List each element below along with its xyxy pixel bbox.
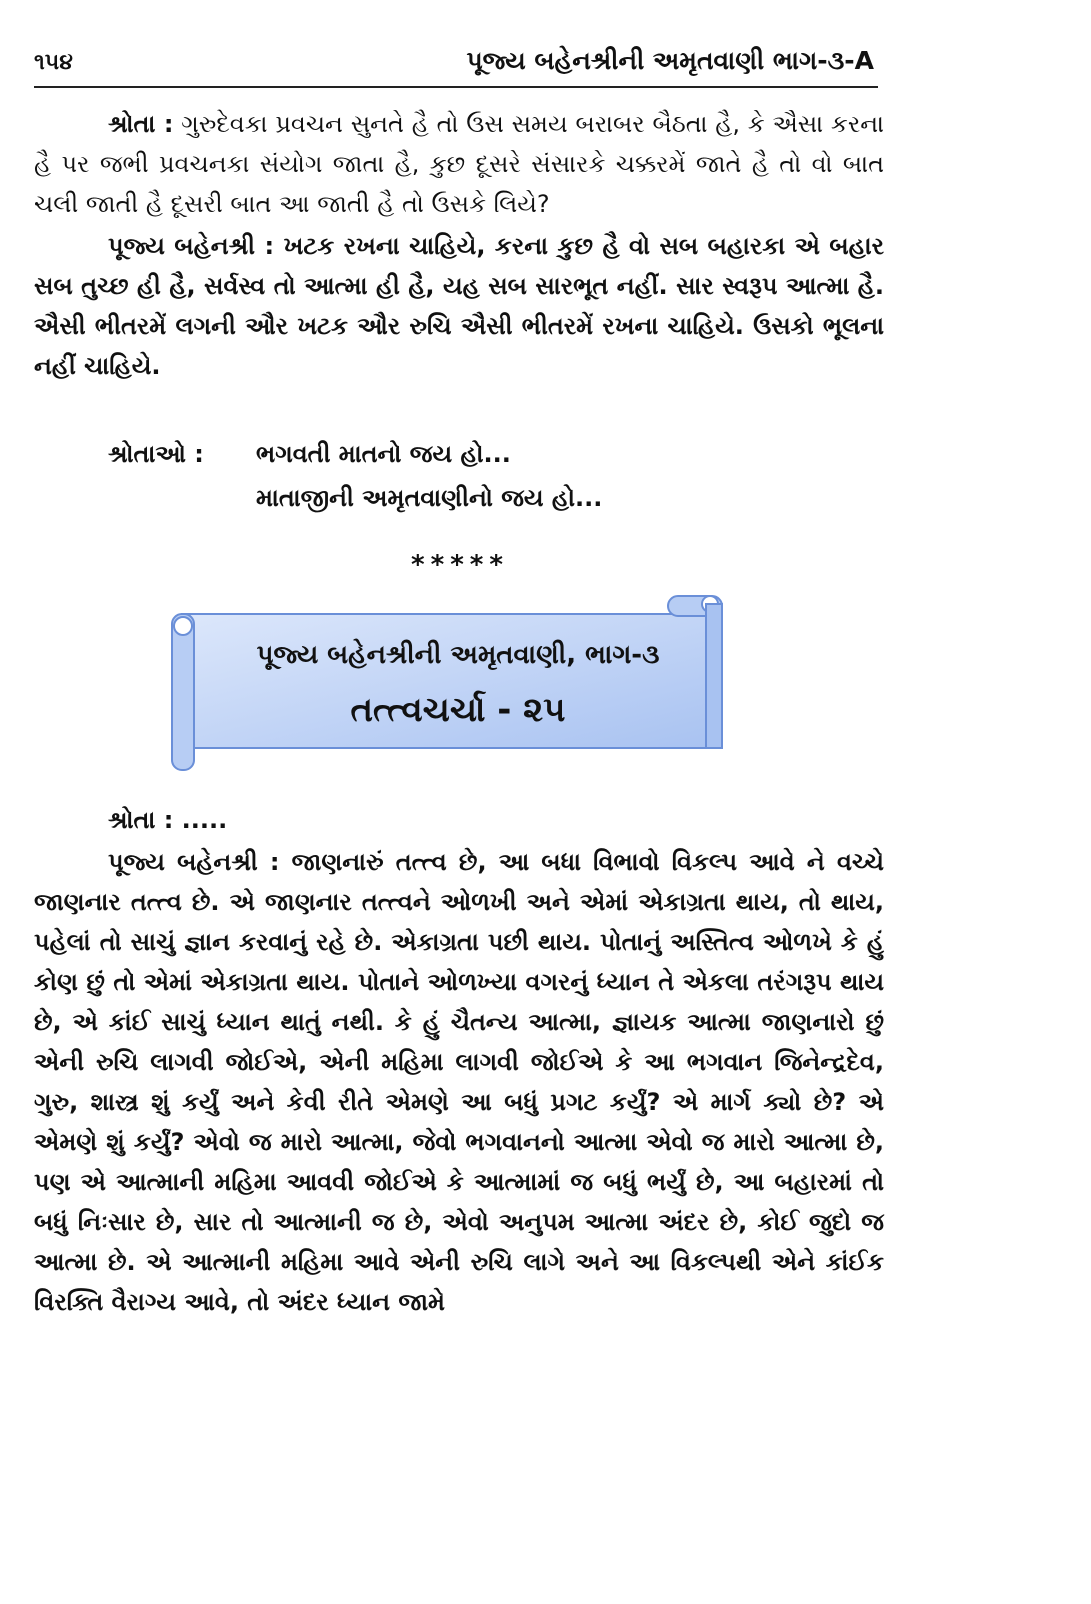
book-title: પૂજ્ય બહેનશ્રીની અમૃતવાણી ભાગ-૩-A <box>466 46 874 75</box>
question-paragraph-2 <box>34 800 884 840</box>
chant-label: શ્રોતાઓ : <box>108 440 204 468</box>
question-text: ..... <box>173 806 228 834</box>
speaker-label: શ્રોતા : <box>108 110 174 138</box>
section-separator: ***** <box>411 550 509 580</box>
question-paragraph-1 <box>34 104 884 224</box>
banner-title: પૂજ્ય બહેનશ્રીની અમૃતવાણી, ભાગ-૩ <box>256 640 660 670</box>
speaker-label: શ્રોતા : <box>108 806 174 834</box>
scroll-banner-graphic <box>168 588 728 778</box>
page-number: ૧૫૪ <box>34 50 73 75</box>
banner-subtitle: તત્ત્વચર્ચા - ૨૫ <box>350 690 566 730</box>
answer-text: જાણનારું તત્ત્વ છે, આ બધા વિભાવો વિકલ્પ આવે ને વચ્ચે જાણનાર તત્ત્વ છે. એ જાણનાર તત્ત્વને ઓળખી અને એમાં એકાગ્રતા થાય, તો થાય, પહેલાં તો સાચું જ્ઞાન કરવાનું રહે છે. એકાગ્રતા પછી થાય. પોતાનું અસ્તિત્વ ઓળખે કે હું કોણ છું તો એમાં એકાગ્રતા થાય. પોતાને ઓળખ્યા વગરનું ધ્યાન તે એકલા તરંગરૂપ થાય છે, એ કાંઈ સાચું ધ્યાન થાતું નથી. કે હું ચૈતન્ય આત્મા, જ્ઞાયક આત્મા જાણનારો છું એની રુચિ લાગવી જોઈએ, એની મહિમા લાગવી જોઈએ કે આ ભગવાન જિનેન્દ્રદેવ, ગુરુ, શાસ્ત્ર શું કર્યું અને કેવી રીતે એમણે આ બધું પ્રગટ કર્યું? એ માર્ગ ક્યો છે? એ એમણે શું કર્યું? એવો જ મારો આત્મા, જેવો ભગવાનનો આત્મા એવો જ મારો આત્મા છે, પણ એ આત્માની મહિમા આવવી જોઈએ કે આત્મામાં જ બધું ભર્યું છે, આ બહારમાં તો બધું નિઃસાર છે, સાર તો આત્માની જ છે, એવો અનુપમ આત્મા અંદર છે, કોઈ જુદો જ આત્મા છે. એ આત્માની મહિમા આવે એની રુચિ લાગે અને આ વિકલ્પથી એને કાંઈક વિરક્તિ વૈરાગ્ય આવે, તો અંદર ધ્યાન જામે <box>34 848 884 1316</box>
chant-line-1: ભગવતી માતનો જય હો... <box>256 440 511 468</box>
page-header <box>34 42 878 88</box>
answer-paragraph-2 <box>34 842 884 1322</box>
question-text: ગુરુદેવકા પ્રવચન સુનતે હૈ તો ઉસ સમય બરાબર બૈઠતા હૈ, કે ઐસા કરના હૈ પર જભી પ્રવચનકા સંયોગ જાતા હૈ, કુછ દૂસરે સંસારકે ચક્કરમેં જાતે હૈ તો વો બાત ચલી જાતી હૈ દૂસરી બાત આ જાતી હૈ તો ઉસકે લિયે? <box>34 110 884 218</box>
speaker-label: પૂજ્ય બહેનશ્રી : <box>108 232 275 260</box>
speaker-label: પૂજ્ય બહેનશ્રી : <box>108 848 280 876</box>
answer-paragraph-1 <box>34 226 884 386</box>
section-banner <box>168 588 728 778</box>
answer-text: ખટક રખના ચાહિયે, કરના કુછ હૈ વો સબ બહારકા એ બહાર સબ તુચ્છ હી હૈ, સર્વસ્વ તો આત્મા હી હૈ, યહ સબ સારભૂત નહીં. સાર સ્વરૂપ આત્મા હૈ. ઐસી ભીતરમેં લગની ઔર ખટક ઔર રુચિ ઐસી ભીતરમેં રખના ચાહિયે. ઉસકો ભૂલના નહીં ચાહિયે. <box>34 232 884 380</box>
chant-line-2: માતાજીની અમૃતવાણીનો જય હો... <box>256 484 603 512</box>
